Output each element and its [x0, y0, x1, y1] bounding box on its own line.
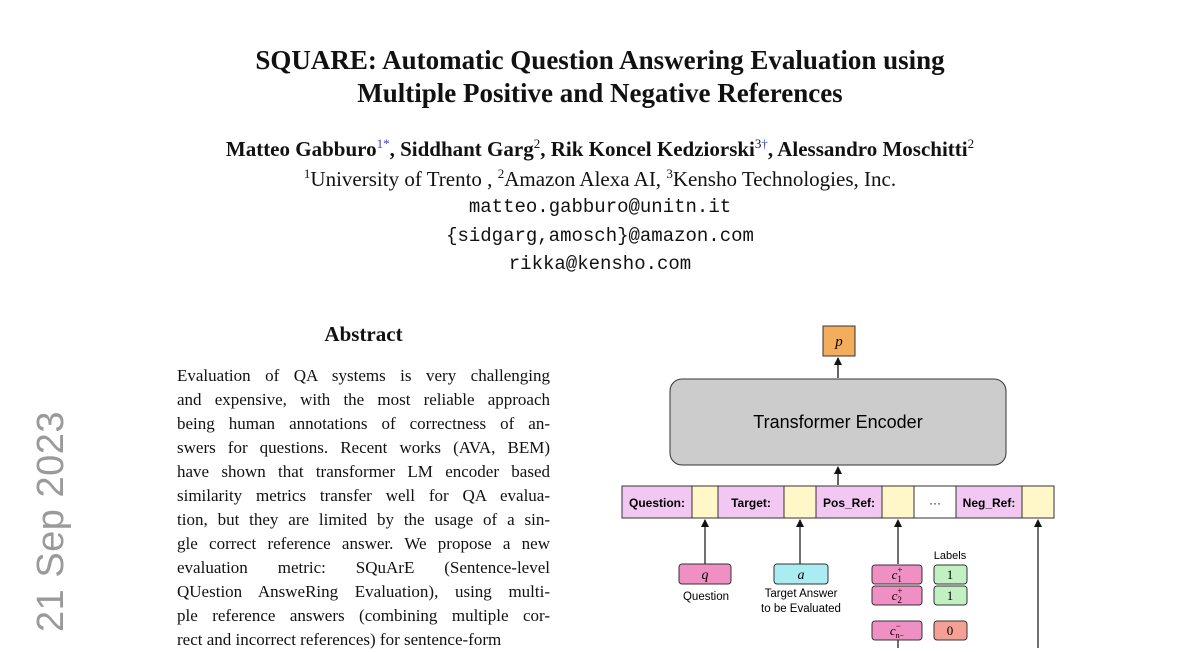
abstract-line: ple reference answers (combining multiple cor- [177, 606, 550, 625]
output-label: p [835, 334, 843, 350]
affiliations: $^1$University of Trento , $^2$Amazon Alexa AI, $^3$Kensho Technologies, Inc. [303, 166, 897, 191]
slot-target-text: Target: [731, 496, 771, 510]
abstract-line: have shown that transformer LM encoder based [177, 462, 550, 481]
slot-question-value [692, 486, 718, 518]
label-value: 1 [946, 588, 954, 603]
reference-row [872, 565, 967, 584]
abstract-line: evaluation metric: SQuArE (Sentence-level [177, 558, 550, 577]
abstract-line: and expensive, with the most reliable approach [177, 390, 550, 409]
author-affil-mark: 1* [376, 136, 390, 151]
label-value: 1 [946, 567, 954, 582]
affiliation: Kensho Technologies, Inc. [672, 167, 897, 191]
question-token: q [701, 568, 709, 583]
abstract-line: swers for questions. Recent works (AVA, BEM) [177, 438, 550, 457]
question-caption: Question [682, 591, 730, 603]
title-line: SQUARE: Automatic Question Answering Evaluation using [255, 45, 945, 75]
reference-row [872, 621, 967, 640]
author-affil-mark: 3† [754, 136, 768, 151]
author-affil-mark: 2 [533, 136, 541, 151]
reference-token: c+ 1 [891, 565, 903, 584]
email: rikka@kensho.com [508, 253, 692, 275]
author-name: Alessandro Moschitti [777, 137, 968, 161]
arxiv-date-stamp: 21 Sep 2023 [30, 410, 72, 632]
abstract-line: being human annotations of correctness of an- [177, 414, 550, 433]
affiliation: Amazon Alexa AI, [504, 167, 662, 191]
author-affil-mark: 2 [967, 136, 975, 151]
architecture-diagram [600, 318, 1070, 648]
abstract-body [177, 364, 550, 652]
abstract-line: gle correct reference answer. We propose a new [177, 534, 550, 553]
slot-target-value [784, 486, 816, 518]
abstract-line: rect and incorrect references) for sentence-form [177, 630, 502, 649]
transformer-encoder-label: Transformer Encoder [753, 412, 923, 432]
email: matteo.gabburo@unitn.it [468, 196, 732, 218]
answer-caption: Target Answer [764, 588, 838, 600]
title-line: Multiple Positive and Negative References [357, 78, 843, 108]
abstract-line: QUestion AnsweRing Evaluation), using multi- [177, 582, 550, 601]
reference-row [872, 586, 967, 605]
abstract-line: tion, but they are limited by the usage of a sin- [177, 510, 550, 529]
slot-negref-text: Neg_Ref: [962, 496, 1016, 510]
slot-posref-value [882, 486, 914, 518]
reference-token: c− n− [889, 621, 905, 640]
answer-caption: to be Evaluated [761, 603, 841, 615]
slot-posref-text: Pos_Ref: [822, 496, 876, 510]
affiliation: University of Trento , [310, 167, 493, 191]
author-name: Matteo Gabburo [225, 137, 377, 161]
author-list: Matteo Gabburo$^{1*}$, Siddhant Garg$^2$, Rik Koncel Kedziorski$^{3\dagger}$, Alessandro Moschitti$^2$ [225, 136, 975, 161]
slot-negref-value [1022, 486, 1054, 518]
abstract-line: Evaluation of QA systems is very challenging [177, 366, 550, 385]
abstract-heading: Abstract [324, 322, 403, 346]
author-name: Siddhant Garg [400, 137, 534, 161]
answer-token: a [797, 568, 805, 583]
author-name: Rik Koncel Kedziorski [550, 137, 755, 161]
slot-question-text: Question: [629, 496, 685, 510]
labels-heading: Labels [933, 550, 967, 562]
email: {sidgarg,amosch}@amazon.com [446, 225, 754, 247]
label-value: 0 [946, 623, 954, 638]
abstract-line: similarity metrics transfer well for QA evalua- [177, 486, 550, 505]
reference-token: c+ 2 [891, 586, 903, 605]
slot-ellipsis-text: ··· [929, 496, 941, 510]
paper-title [0, 44, 1200, 110]
